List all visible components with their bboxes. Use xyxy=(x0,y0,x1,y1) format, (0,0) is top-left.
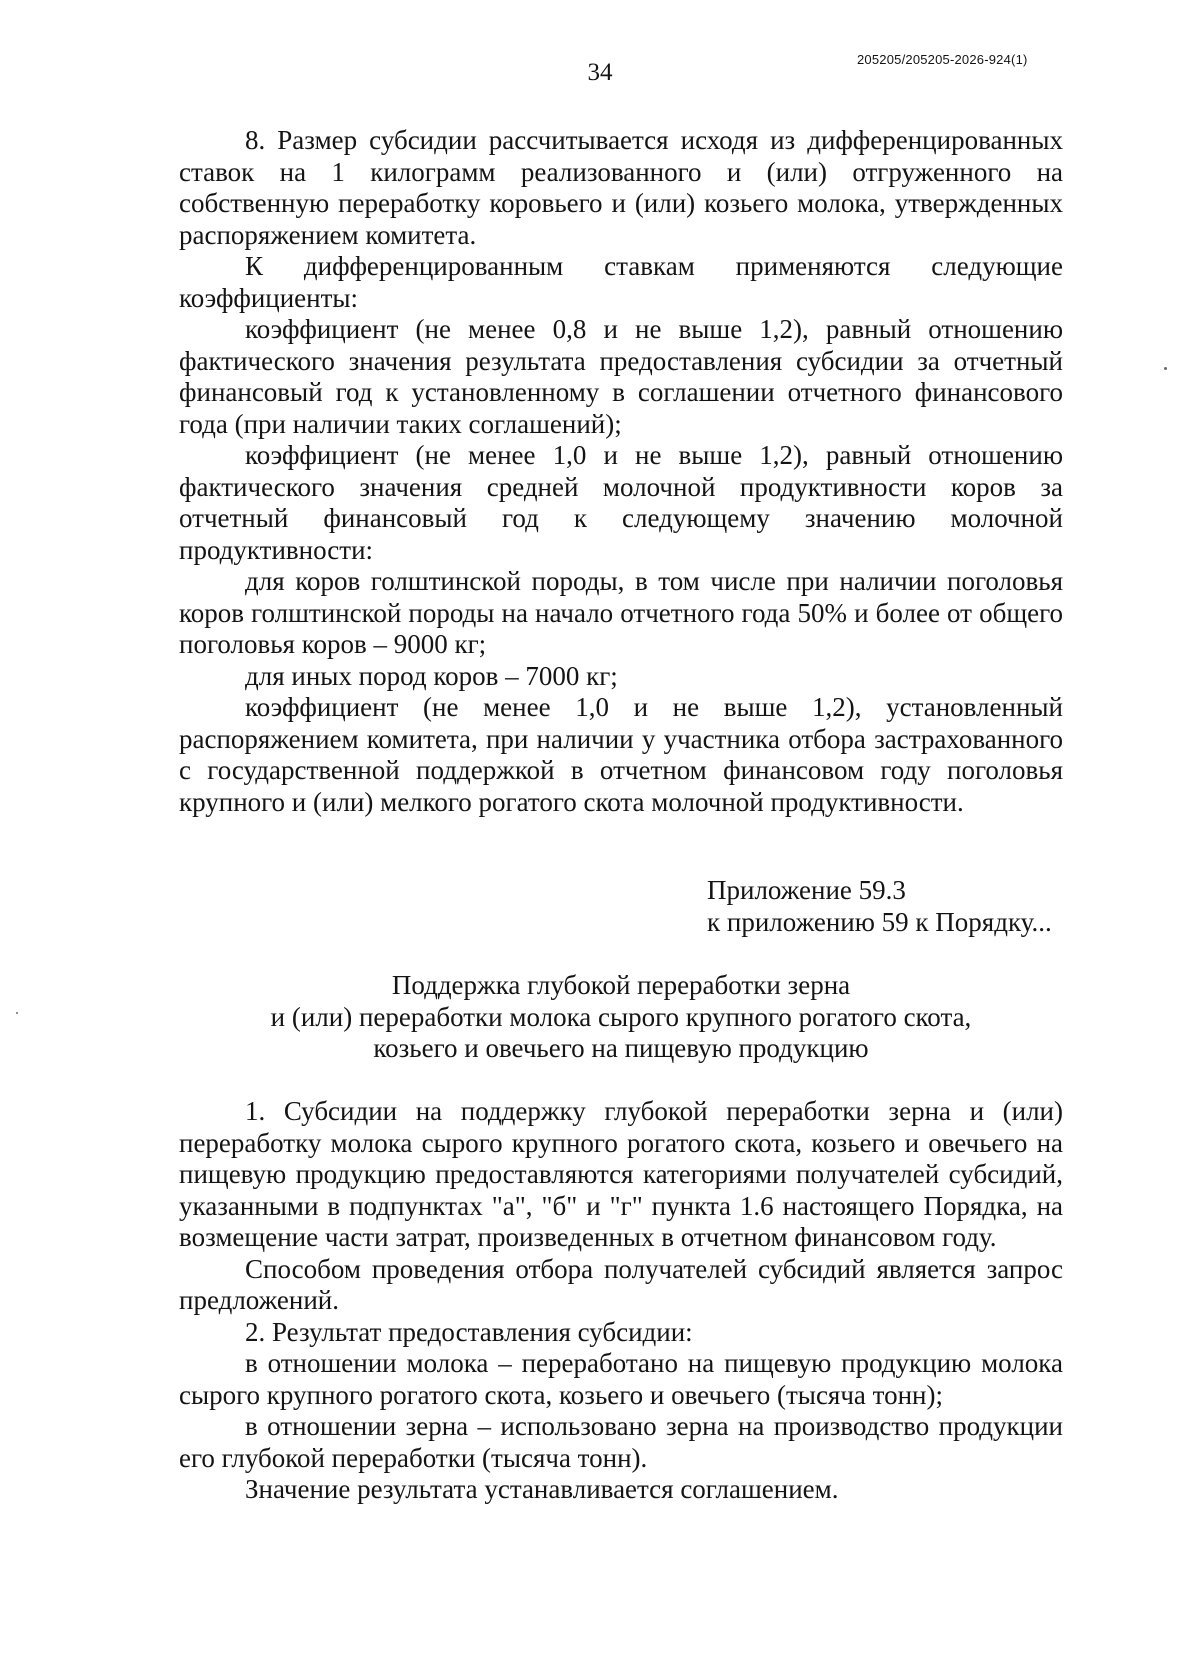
paragraph: в отношении зерна – использовано зерна на производство продукции его глубокой переработки (тысяча тонн). xyxy=(179,1411,1063,1473)
appendix-line: Приложение 59.3 xyxy=(707,875,906,905)
section-8-body xyxy=(179,125,1063,818)
scan-speck xyxy=(1164,367,1167,370)
section-title-line: и (или) переработки молока сырого крупного рогатого скота, xyxy=(270,1001,972,1032)
paragraph: коэффициент (не менее 1,0 и не выше 1,2), равный отношению фактического значения средней молочной продуктивности коров за отчетный финансовый год к следующему значению молочной продуктивности: xyxy=(179,440,1063,565)
paragraph: Способом проведения отбора получателей субсидий является запрос предложений. xyxy=(179,1253,1063,1315)
section-title xyxy=(179,970,1063,1065)
scan-speck xyxy=(16,1012,18,1014)
paragraph: Значение результата устанавливается соглашением. xyxy=(245,1474,839,1504)
appendix-line: к приложению 59 к Порядку... xyxy=(707,906,1052,937)
paragraph: в отношении молока – переработано на пищевую продукцию молока сырого крупного рогатого скота, козьего и овечьего (тысяча тонн); xyxy=(179,1348,1063,1410)
document-code: 205205/205205-2026-924(1) xyxy=(857,52,1028,67)
paragraph: коэффициент (не менее 1,0 и не выше 1,2), установленный распоряжением комитета, при наличии у участника отбора застрахованного с государственной поддержкой в отчетном финансовом году поголовья крупного и (или) мелкого рогатого скота молочной продуктивности. xyxy=(179,692,1063,817)
paragraph: 8. Размер субсидии рассчитывается исходя из дифференцированных ставок на 1 килограмм реализованного и (или) отгруженного на собственную переработку коровьего и (или) козьего молока, утвержденных распоряжением комитета. xyxy=(179,125,1063,250)
page-number: 34 xyxy=(587,59,613,86)
paragraph: 1. Субсидии на поддержку глубокой переработки зерна и (или) переработку молока сырого крупного рогатого скота, козьего и овечьего на пищевую продукцию предоставляются категориями получателей субсидий, указанными в подпунктах "а", "б" и "г" пункта 1.6 настоящего Порядка, на возмещение части затрат, произведенных в отчетном финансовом году. xyxy=(179,1096,1063,1252)
section-body xyxy=(179,1096,1063,1506)
appendix-reference xyxy=(707,875,1107,938)
paragraph: К дифференцированным ставкам применяются следующие коэффициенты: xyxy=(179,251,1063,313)
paragraph: для иных пород коров – 7000 кг; xyxy=(245,660,618,691)
paragraph: для коров голштинской породы, в том числе при наличии поголовья коров голштинской породы на начало отчетного года 50% и более от общего поголовья коров – 9000 кг; xyxy=(179,566,1063,659)
paragraph: коэффициент (не менее 0,8 и не выше 1,2), равный отношению фактического значения результата предоставления субсидии за отчетный финансовый год к установленному в соглашении отчетного финансового года (при наличии таких соглашений); xyxy=(179,314,1063,439)
paragraph: 2. Результат предоставления субсидии: xyxy=(245,1316,693,1347)
section-title-line: Поддержка глубокой переработки зерна xyxy=(391,970,851,1000)
section-title-line: козьего и овечьего на пищевую продукцию xyxy=(373,1033,869,1063)
